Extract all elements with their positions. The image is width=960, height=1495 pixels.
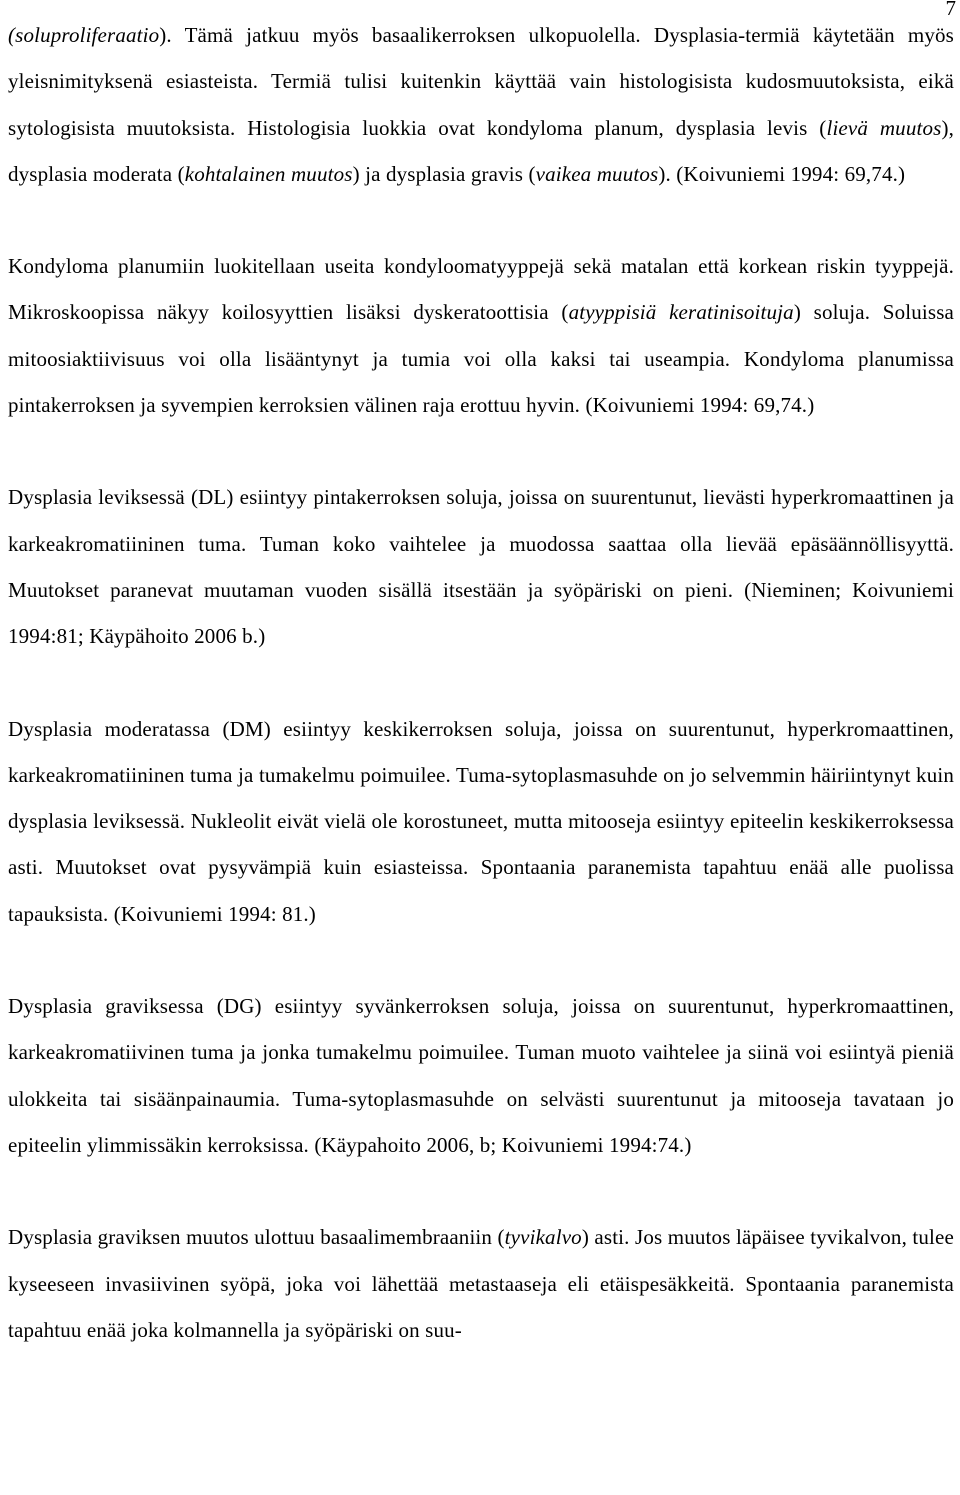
text-run: vaikea muutos (535, 161, 659, 186)
document-body (8, 12, 954, 1353)
text-run: Dysplasia graviksessa (DG) esiintyy syvänkerroksen soluja, joissa on suurentunut, hyperkromaattinen, karkeakromatiivinen tuma ja jonka tumakelmu poimuilee. Tuman muoto vaihtelee ja siinä voi esiintyä pieniä ulokkeita tai sisäänpainaumia. Tuma-sytoplasmasuhde on selvästi suurentunut ja mitooseja tavataan jo epiteelin ylimmissäkin kerroksissa. (Käypahoito 2006, b; Koivuniemi 1994:74.) (8, 994, 954, 1157)
text-run: Kondyloma planumiin luokitellaan useita kondyloomatyyppejä sekä matalan että korkean riskin tyyppejä. Mikroskoopissa näkyy koilosyyttien lisäksi dyskeratoottisia ( (8, 254, 954, 325)
text-run: tyvikalvo (504, 1225, 582, 1250)
paragraph-esiasteet (8, 12, 954, 197)
text-run: ) asti. Jos muutos läpäisee tyvikalvon, tulee kyseeseen invasiivinen syöpä, joka voi lähettää metastaaseja eli etäispesäkkeitä. Spontaania paranemista tapahtuu enää joka kolmannella ja syöpäriski on suu- (8, 1225, 954, 1342)
text-run: Dysplasia moderatassa (DM) esiintyy keskikerroksen soluja, joissa on suurentunut, hyperkromaattinen, karkeakromatiininen tuma ja tumakelmu poimuilee. Tuma-sytoplasmasuhde on jo selvemmin häiriintynyt kuin dysplasia leviksessä. Nukleolit eivät vielä ole korostuneet, mutta mitooseja esiintyy epiteelin keskikerroksessa asti. Muutokset ovat pysyvämpiä kuin esiasteissa. Spontaania paranemista tapahtuu enää alle puolissa tapauksista. (Koivuniemi 1994: 81.) (8, 716, 954, 926)
text-run: (soluproliferaatio (8, 23, 160, 47)
paragraph-dysplasia-levis (8, 474, 954, 659)
text-run: kohtalainen muutos (184, 161, 353, 186)
text-run: lievä muutos (826, 115, 942, 140)
text-run: ) soluja. Soluissa mitoosiaktiivisuus voi olla lisääntynyt ja tumia voi olla kaksi tai useampia. Kondyloma planumissa pintakerroksen ja syvempien kerroksien välinen raja erottuu hyvin. (Koivuniemi 1994: 69,74.) (8, 300, 954, 418)
paragraph-dysplasia-gravis (8, 983, 954, 1168)
text-run: atyyppisiä keratinisoituja (568, 300, 794, 325)
page-number: 7 (945, 0, 956, 20)
text-run: ) ja dysplasia gravis ( (352, 161, 536, 186)
text-run: Dysplasia leviksessä (DL) esiintyy pintakerroksen soluja, joissa on suurentunut, lievästi hyperkromaattinen ja karkeakromatiininen tuma. Tuman koko vaihtelee ja muodossa saattaa olla lievää epäsäännöllisyyttä. Muutokset paranevat muutaman vuoden sisällä itsestään ja syöpäriski on pieni. (Nieminen; Koivuniemi 1994:81; Käypähoito 2006 b.) (8, 485, 954, 649)
text-run: ). (Koivuniemi 1994: 69,74.) (658, 161, 906, 186)
paragraph-kondyloma-planum (8, 243, 954, 428)
paragraph-dysplasia-moderata (8, 706, 954, 937)
paragraph-dysplasia-gravis-muutos (8, 1214, 954, 1353)
text-run: Dysplasia graviksen muutos ulottuu basaalimembraaniin ( (8, 1225, 505, 1250)
text-run: ). Tämä jatkuu myös basaalikerroksen ulkopuolella. Dysplasia-termiä käytetään myös yleisnimityksenä esiasteista. Termiä tulisi kuitenkin käyttää vain histologisista kudosmuutoksista, eikä sytologisista muutoksista. Histologisia luokkia ovat kondyloma planum, dysplasia levis ( (8, 23, 954, 140)
text-run: ), dysplasia moderata ( (8, 115, 954, 186)
